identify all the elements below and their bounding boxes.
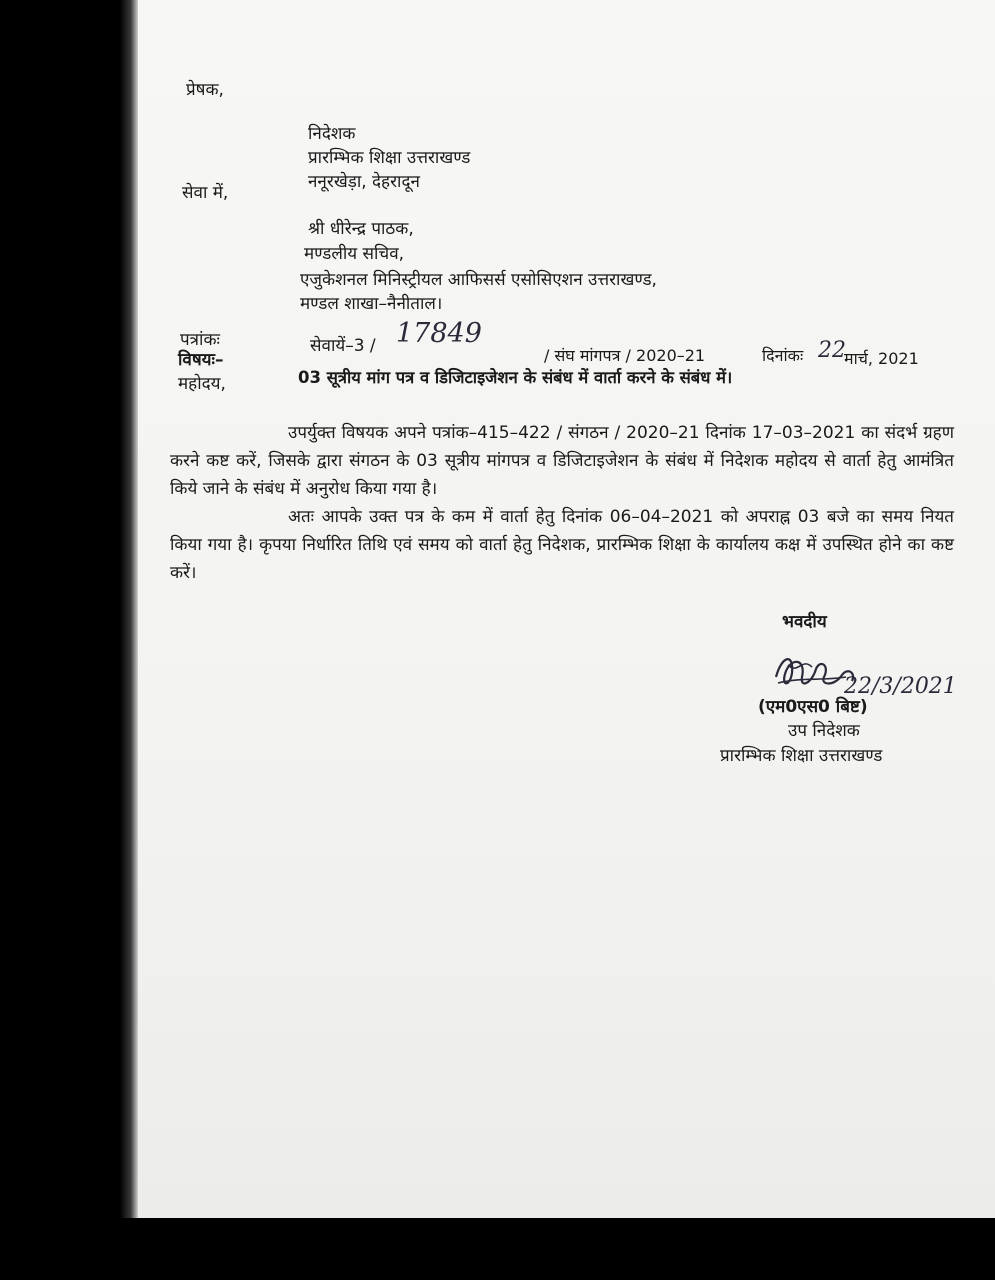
reference-label: पत्रांकः [180, 330, 220, 350]
date-rest: मार्च, 2021 [844, 349, 919, 368]
handwritten-date-day: 22 [818, 338, 846, 363]
date-label: दिनांकः [762, 346, 804, 365]
sender-line: निदेशक [308, 124, 356, 144]
closing-yours: भवदीय [782, 612, 827, 632]
salutation: महोदय, [178, 374, 226, 394]
signatory-name: (एम0एस0 बिष्ट) [758, 697, 868, 717]
body-paragraph-1: उपर्युक्त विषयक अपने पत्रांक–415–422 / संगठन / 2020–21 दिनांक 17–03–2021 का संदर्भ ग्रहण करने कष्ट करें, जिसके द्वारा संगठन के 03 सूत्रीय मांगपत्र व डिजिटाइजेशन के संबंध में निदेशक महोदय से वार्ता हेतु आमंत्रित किये जाने के संबंध में अनुरोध किया गया है। [170, 423, 954, 500]
letter-body [170, 419, 954, 587]
signature-date: 22/3/2021 [844, 674, 957, 699]
sender-line: ननूरखेड़ा, देहरादून [308, 172, 420, 192]
recipient-line: मण्डल शाखा–नैनीताल। [300, 294, 443, 314]
signatory-designation: उप निदेशक [788, 721, 860, 741]
recipient-line: मण्डलीय सचिव, [304, 244, 405, 264]
sender-line: प्रारम्भिक शिक्षा उत्तराखण्ड [308, 148, 471, 168]
recipient-line: श्री धीरेन्द्र पाठक, [308, 219, 414, 239]
sender-label: प्रेषक, [186, 80, 224, 100]
letter-page [138, 0, 995, 1218]
recipient-label: सेवा में, [182, 183, 229, 203]
reference-suffix: / संघ मांगपत्र / 2020–21 [544, 346, 706, 365]
body-paragraph-2: अतः आपके उक्त पत्र के कम में वार्ता हेतु दिनांक 06–04–2021 को अपराह्न 03 बजे का समय नियत किया गया है। कृपया निर्धारित तिथि एवं समय को वार्ता हेतु निदेशक, प्रारम्भिक शिक्षा के कार्यालय कक्ष में उपस्थित होने का कष्ट करें। [170, 507, 954, 584]
recipient-line: एजुकेशनल मिनिस्ट्रीयल आफिसर्स एसोसिएशन उत्तराखण्ड, [300, 270, 657, 290]
subject-text: 03 सूत्रीय मांग पत्र व डिजिटाइजेशन के संबंध में वार्ता करने के संबंध में। [298, 368, 733, 387]
signatory-office: प्रारम्भिक शिक्षा उत्तराखण्ड [720, 746, 883, 766]
handwritten-letter-number: 17849 [396, 318, 482, 349]
reference-prefix: सेवायें–3 / [310, 336, 376, 356]
page-shadow-edge [120, 0, 138, 1218]
subject-label: विषयः– [178, 350, 224, 370]
